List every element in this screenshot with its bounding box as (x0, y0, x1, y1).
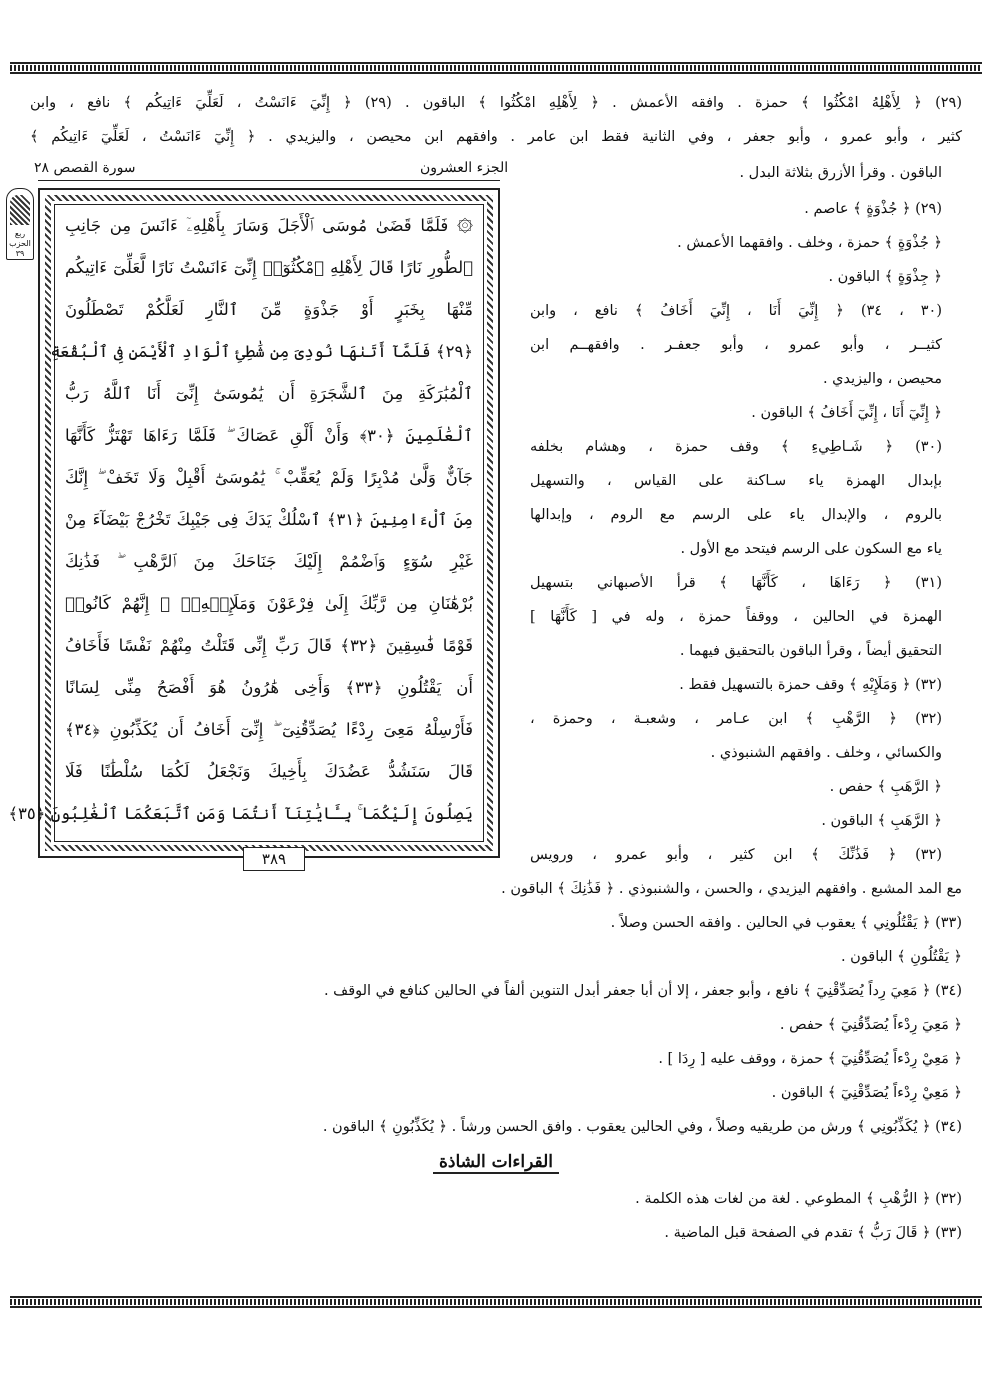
commentary-line: (٣٣) ﴿ قَالَ رَبُّ ﴾ تقدم في الصفحة قبل الماضية . (664, 1225, 962, 1241)
commentary-line: ﴿ يَقْتُلُونِ ﴾ الباقون . (840, 949, 962, 965)
commentary-line: الهمزة في الحالين ، ووقفاً حمزة ، وله في [ كَأَنَّهَا ] (530, 609, 942, 625)
commentary-line: مع المد المشبع . وافقهم اليزيدي ، والحسن ، والشنبوذي . ﴿ فَذَٰنِكَ ﴾ الباقون . (501, 881, 962, 897)
commentary-line: (٣٢) ﴿ الرَّهْبِ ﴾ ابن عـامر ، وشعبـة ، وحمزة ، (530, 711, 942, 727)
quran-line: فَأَرْسِلْهُ مَعِىَ رِدْءًا يُصَدِّقُنِىٓ ۖ إِنِّىٓ أَخَافُ أَن يُكَذِّبُونِ ﴿٣٤﴾ (65, 720, 473, 739)
commentary-line: (٣٢) ﴿ فَذَٰنِّكَ ﴾ ابن كثير ، وأبو عمرو ، ورويس (530, 847, 942, 863)
surah-header: سورة القصص ٢٨ (34, 160, 136, 176)
quran-line: ٱلْعَٰلَمِينَ ﴿٣٠﴾ وَأَنْ أَلْقِ عَصَاكَ ۖ فَلَمَّا رَءَاهَا تَهْتَزُّ كَأَنَّهَا (65, 426, 473, 445)
mushaf-page-number: ٣٨٩ (243, 847, 305, 871)
commentary-line: محيصن ، واليزيدي . (822, 371, 942, 387)
header-divider (38, 180, 500, 181)
commentary-line: التحقيق أيضاً ، وقرأ الباقون بالتحقيق فيهما . (679, 643, 942, 659)
quran-line: قَالَ سَنَشُدُّ عَضُدَكَ بِأَخِيكَ وَنَجْعَلُ لَكُمَا سُلْطَٰنًا فَلَا (65, 762, 473, 781)
commentary-line: الباقون . وقرأ الأزرق بثلاثة البدل . (739, 165, 942, 181)
quran-line: بُرْهَٰنَانِ مِن رَّبِّكَ إِلَىٰ فِرْعَوْنَ وَمَلَإِي۟هِۦٓ ۚ إِنَّهُمْ كَانُوا۟ (65, 594, 473, 613)
quran-line: جَآنٌّ وَلَّىٰ مُدْبِرًا وَلَمْ يُعَقِّبْ ۚ يَٰمُوسَىٰٓ أَقْبِلْ وَلَا تَخَفْ ۖ إِنَّكَ (65, 468, 473, 487)
hizb-marker-ornament (6, 188, 34, 260)
quran-line: قَوْمًا فَٰسِقِينَ ﴿٣٢﴾ قَالَ رَبِّ إِنِّى قَتَلْتُ مِنْهُمْ نَفْسًا فَأَخَافُ (65, 636, 473, 655)
commentary-line: والكسائي ، وخلف . وافقهم الشنبوذي . (710, 745, 942, 761)
quran-line: ٱلْمُبَٰرَكَةِ مِنَ ٱلشَّجَرَةِ أَن يَٰمُوسَىٰٓ إِنِّىٓ أَنَا ٱللَّهُ رَبُّ (65, 384, 473, 403)
commentary-line: (٣٤) ﴿ مَعِيَ رِداً يُصَدِّقْنِيٓ ﴾ نافع ، وأبو جعفر ، إلا أن أبا جعفر أبدل التنوين ألفاً في الحالين كنافع في الوقف . (323, 983, 962, 999)
commentary-line: كثير ، وأبو عمرو ، وأبو جعفر ، وفي الثانية فقط ابن عامر . وافقهم ابن محيصن ، واليزيدي . ﴿ إِنِّيٓ ءَانَسْتُ ، لَعَلِّيٓ ءَاتِيكُم ﴾ (30, 129, 962, 145)
quran-line: ﴿٢٩﴾ فَلَمَّآ أَتَىٰهَا نُودِىَ مِن شَٰطِئِ ٱلْوَادِ ٱلْأَيْمَنِ فِى ٱلْبُقْعَةِ (50, 342, 473, 361)
commentary-line: (٣٤) ﴿ يُكَذِّبُونِي ﴾ ورش من طريقيه وصلاً ، وفي الحالين يعقوب . وافق الحسن ورشاً . ﴿ يُكَذِّبُونِ ﴾ الباقون . (322, 1119, 962, 1135)
commentary-line: ياء مع السكون على الرسم فيتحد مع الأول . (680, 541, 942, 557)
commentary-line: (٣٣) ﴿ يَقْتُلُونِي ﴾ يعقوب في الحالين . وافقه الحسن وصلاً . (610, 915, 962, 931)
commentary-line: ﴿ مَعِيْ رِدْءاً يُصَدِّقُنِيٓ ﴾ حمزة ، ووقف عليه [ رِدَا ] . (658, 1051, 962, 1067)
commentary-line: (٣٠) ﴿ شَـاطِيءِ ﴾ وقف حمزة ، وهشام بخلفه (530, 439, 942, 455)
section-heading (0, 1152, 992, 1172)
commentary-line: ﴿ جِذْوَةٍ ﴾ الباقون . (828, 269, 942, 285)
quran-line: يَصِلُونَ إِلَيْكُمَا ۚ بِـَٔايَٰتِنَآ أَنتُمَا وَمَنِ ٱتَّبَعَكُمَا ٱلْغَٰلِبُونَ ﴿٣٥﴾ (8, 804, 473, 823)
commentary-line: (٢٩) ﴿ جُذْوَةٍ ﴾ عاصم . (804, 201, 942, 217)
commentary-line: (٣١) ﴿ رَءَاهَا ، كَأَنَّهَا ﴾ قرأ الأصبهاني بتسهيل (530, 575, 942, 591)
quran-line: ۞ فَلَمَّا قَضَىٰ مُوسَى ٱلْأَجَلَ وَسَارَ بِأَهْلِهِۦٓ ءَانَسَ مِن جَانِبِ (65, 216, 473, 235)
commentary-line: ﴿ مَعِيْ رِدْءاً يُصَدِّقْنِيٓ ﴾ الباقون . (771, 1085, 962, 1101)
commentary-line: ﴿ الرَّهَبِ ﴾ حفص . (829, 779, 942, 795)
hizb-marker-text: ربع الحزب ٣٩ (9, 229, 31, 258)
quran-line: مِنَ ٱلْءَامِنِينَ ﴿٣١﴾ ٱسْلُكْ يَدَكَ فِى جَيْبِكَ تَخْرُجْ بَيْضَآءَ مِنْ (65, 510, 473, 529)
commentary-line: بإبدال الهمزة ياء سـاكنة على القياس ، والتسهيل (530, 473, 942, 489)
commentary-line: (٣٢) ﴿ وَمَلَإِيْهِ ﴾ وقف حمزة بالتسهيل فقط . (679, 677, 942, 693)
section-heading-text: القراءات الشاذة (433, 1152, 559, 1174)
commentary-line: ﴿ جُذْوَةٍ ﴾ حمزة ، وخلف . وافقهما الأعمش . (677, 235, 942, 251)
quran-line: أَن يَقْتُلُونِ ﴿٣٣﴾ وَأَخِى هَٰرُونُ هُوَ أَفْصَحُ مِنِّى لِسَانًا (65, 678, 473, 697)
juz-header: الجزء العشرون (420, 160, 509, 176)
commentary-line: ﴿ إِنِّيٓ أَنَا ، إِنِّيٓ أَخَافُ ﴾ الباقون . (751, 405, 942, 421)
commentary-line: (٢٩) ﴿ لِأَهْلِهُ امْكُثُوا ﴾ حمزة . وافقه الأعمش . ﴿ لِأَهْلِهِ امْكُثُوا ﴾ الباقون . (٢٩) ﴿ إِنِّيَ ءَانَسْتُ ، لَعَلِّيَ ءَاتِيكُم ﴾ نافع ، وابن (30, 95, 962, 111)
commentary-line: بالروم ، والإبدال ياء على الرسم مع الروم ، وإبدالها (530, 507, 942, 523)
commentary-line: كثيــر ، وأبو عمرو ، وأبو جعفـر . وافقهــم ابن (530, 337, 942, 353)
quran-line: غَيْرِ سُوٓءٍ وَٱضْمُمْ إِلَيْكَ جَنَاحَكَ مِنَ ٱلرَّهْبِ ۖ فَذَٰنِكَ (65, 552, 473, 571)
commentary-line: (٣٢) ﴿ الرُّهْبِ ﴾ المطوعي . لغة من لغات هذه الكلمة . (635, 1191, 962, 1207)
commentary-line: ﴿ مَعِيَ رِدْءاً يُصَدِّقُنِيٓ ﴾ حفص . (779, 1017, 962, 1033)
commentary-line: (٣٠ ، ٣٤) ﴿ إِنِّيَ أَنَا ، إِنِّيَ أَخَافُ ﴾ نافع ، وابن (530, 303, 942, 319)
bottom-ornamental-rule (10, 1296, 982, 1308)
commentary-line: ﴿ الرَّهَبِ ﴾ الباقون . (821, 813, 942, 829)
quran-line: مِّنْهَا بِخَبَرٍ أَوْ جَذْوَةٍ مِّنَ ٱلنَّارِ لَعَلَّكُمْ تَصْطَلُونَ (65, 300, 473, 319)
top-ornamental-rule (10, 62, 982, 74)
quran-line: ٱلطُّورِ نَارًا قَالَ لِأَهْلِهِ ٱمْكُثُوٓا۟ إِنِّىٓ ءَانَسْتُ نَارًا لَّعَلِّىٓ ءَاتِيكُم (65, 258, 473, 277)
